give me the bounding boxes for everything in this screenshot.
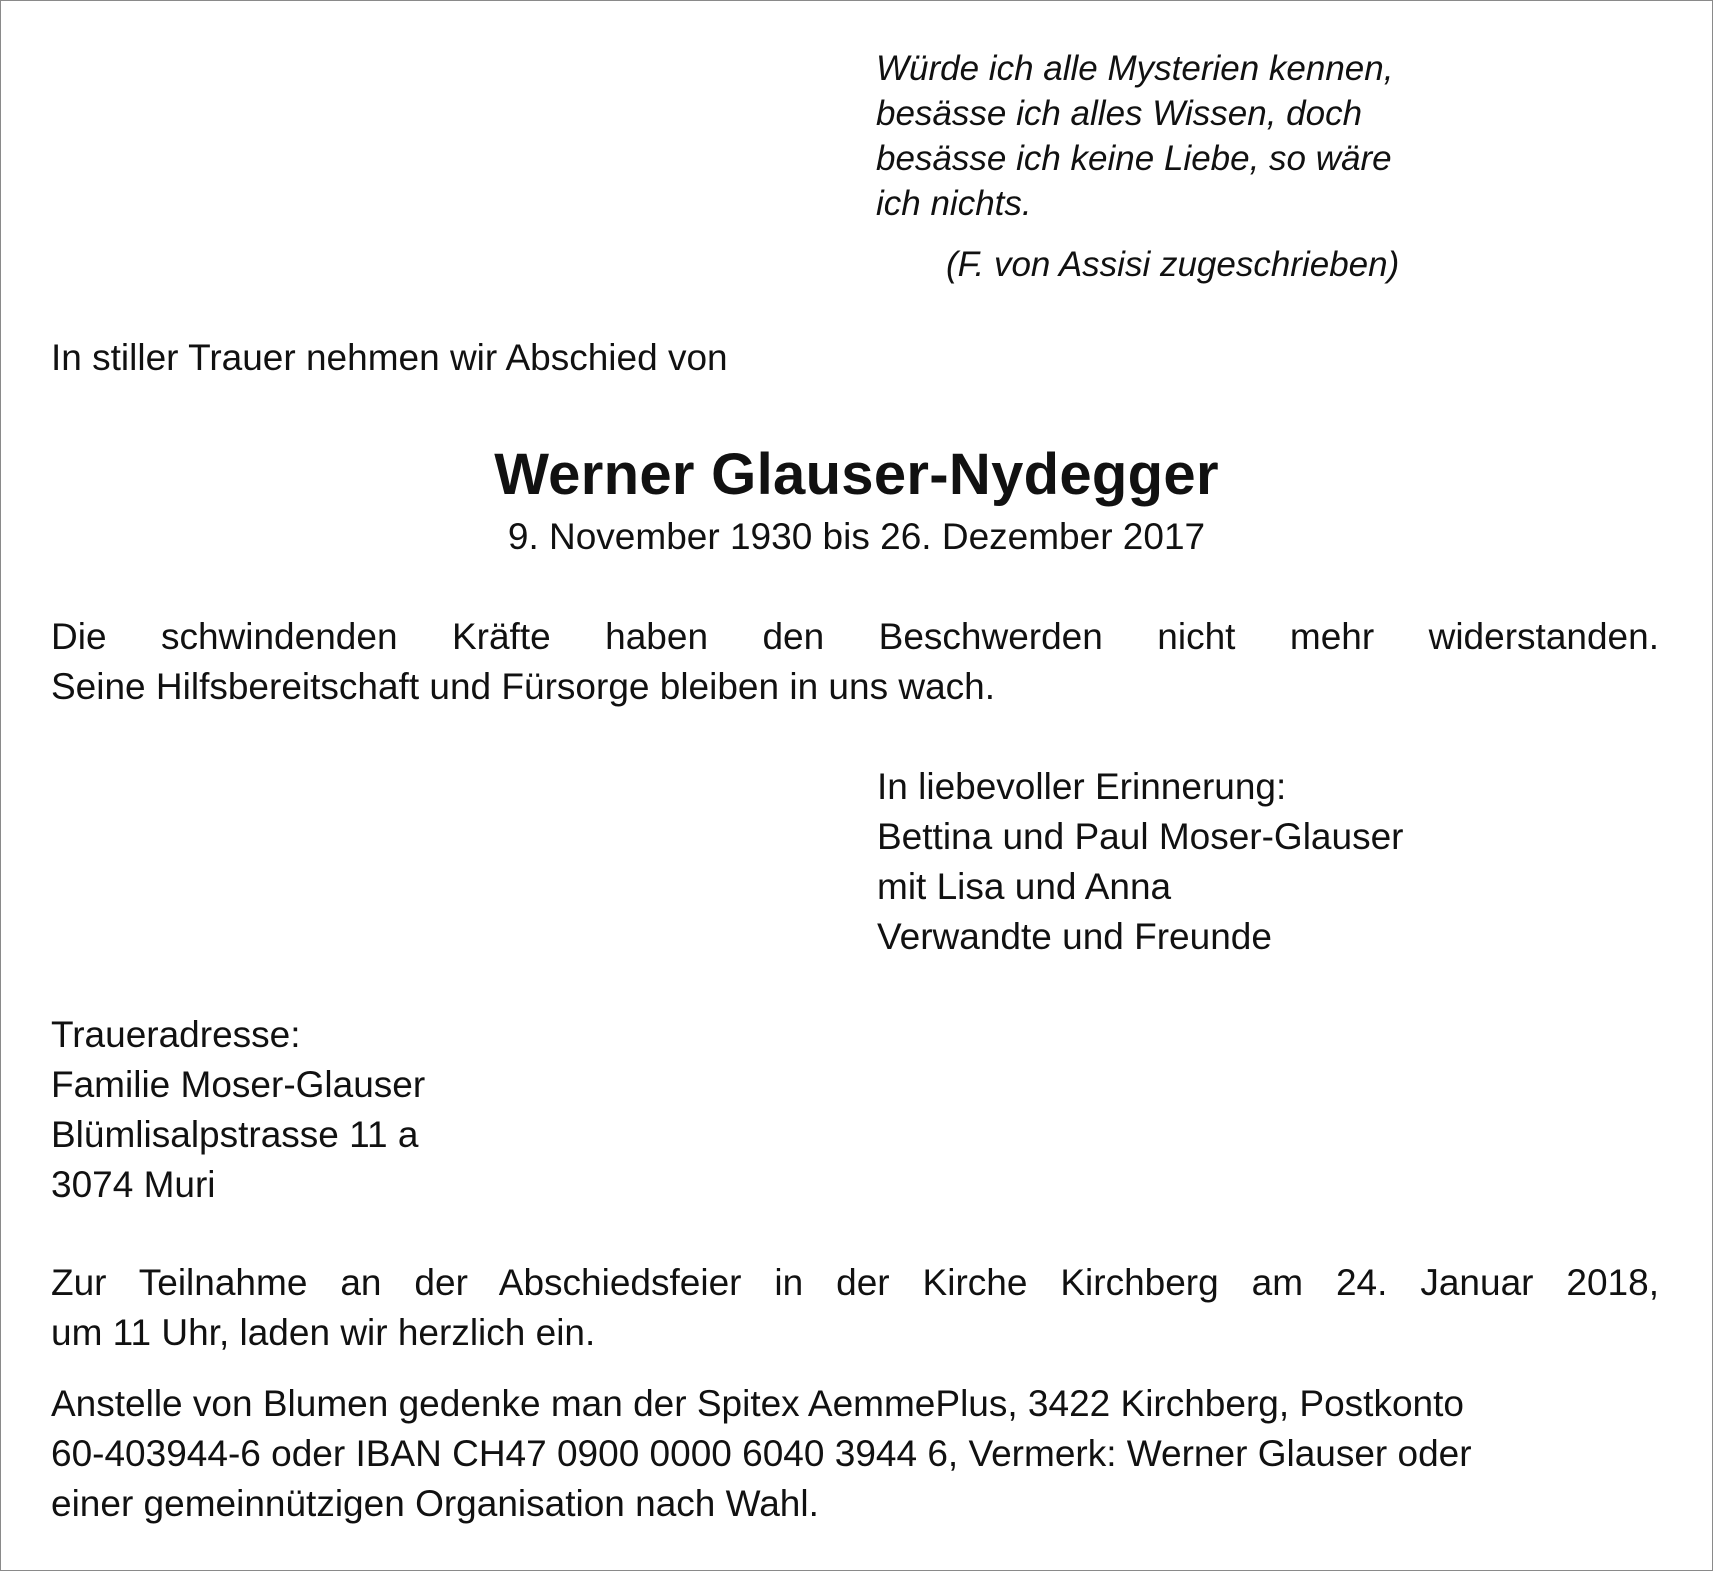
deceased-name: Werner Glauser-Nydegger bbox=[494, 442, 1219, 507]
tribute-paragraph bbox=[51, 612, 1659, 712]
quote-source: (F. von Assisi zugeschrieben) bbox=[946, 245, 1400, 284]
intro-text: In stiller Trauer nehmen wir Abschied von bbox=[51, 337, 728, 378]
address-line: Familie Moser-Glauser bbox=[51, 1064, 426, 1105]
ceremony-line: um 11 Uhr, laden wir herzlich ein. bbox=[51, 1312, 596, 1353]
address-line: 3074 Muri bbox=[51, 1164, 216, 1205]
quote-line: besässe ich alles Wissen, doch bbox=[876, 94, 1363, 133]
address-line: Traueradresse: bbox=[51, 1014, 301, 1055]
donation-paragraph bbox=[51, 1379, 1659, 1529]
family-line: Bettina und Paul Moser-Glauser bbox=[877, 816, 1404, 857]
ceremony-paragraph bbox=[51, 1258, 1659, 1358]
family-line: In liebevoller Erinnerung: bbox=[877, 766, 1287, 807]
quote-line: ich nichts. bbox=[876, 184, 1032, 223]
family-signature bbox=[877, 762, 1404, 962]
tribute-line: Seine Hilfsbereitschaft und Fürsorge bleiben in uns wach. bbox=[51, 666, 996, 707]
family-line: mit Lisa und Anna bbox=[877, 866, 1172, 907]
donation-line: einer gemeinnützigen Organisation nach Wahl. bbox=[51, 1483, 819, 1524]
quote-block bbox=[876, 46, 1576, 226]
life-dates: 9. November 1930 bis 26. Dezember 2017 bbox=[507, 516, 1206, 557]
donation-line: Anstelle von Blumen gedenke man der Spitex AemmePlus, 3422 Kirchberg, Postkonto bbox=[51, 1383, 1464, 1424]
mourning-address bbox=[51, 1010, 425, 1210]
ceremony-line: Zur Teilnahme an der Abschiedsfeier in der Kirche Kirchberg am 24. Januar 2018, bbox=[51, 1262, 1659, 1303]
quote-line: besässe ich keine Liebe, so wäre bbox=[876, 139, 1392, 178]
donation-line: 60-403944-6 oder IBAN CH47 0900 0000 6040 3944 6, Vermerk: Werner Glauser oder bbox=[51, 1433, 1472, 1474]
address-line: Blümlisalpstrasse 11 a bbox=[51, 1114, 419, 1155]
tribute-line: Die schwindenden Kräfte haben den Beschwerden nicht mehr widerstanden. bbox=[51, 616, 1659, 657]
quote-line: Würde ich alle Mysterien kennen, bbox=[876, 49, 1394, 88]
family-line: Verwandte und Freunde bbox=[877, 916, 1272, 957]
